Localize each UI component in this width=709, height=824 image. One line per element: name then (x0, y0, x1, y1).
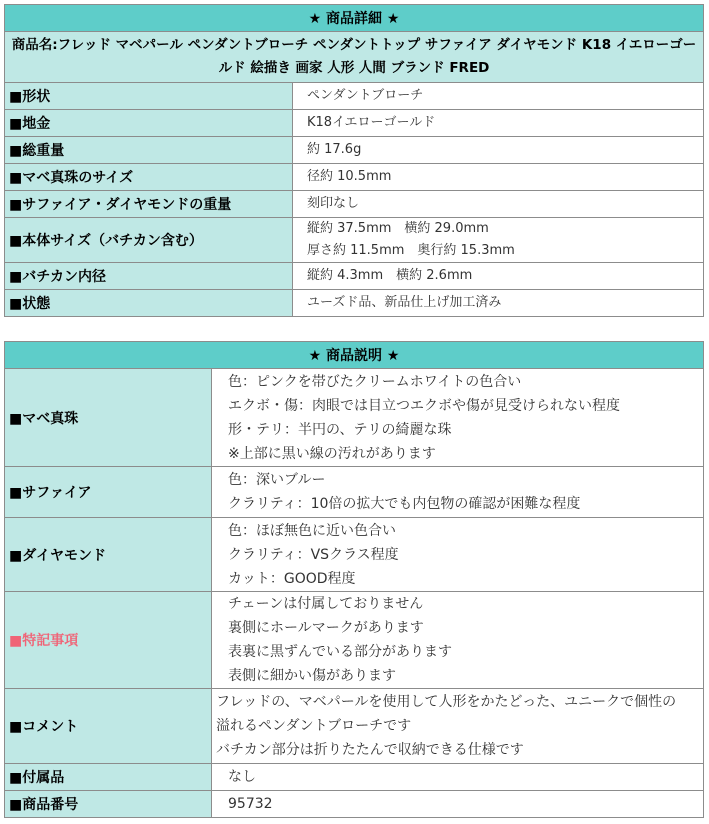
description-header: ★ 商品説明 ★ (5, 342, 704, 369)
desc-label: ■マベ真珠 (5, 369, 212, 467)
detail-value: 厚さ約 11.5mm 奥行約 15.3mm (307, 243, 515, 258)
detail-value: K18イエローゴールド (307, 115, 436, 130)
desc-line: 表裏に黒ずんでいる部分があります (228, 644, 452, 660)
detail-label: ■状態 (5, 290, 293, 317)
desc-label-notice: ■特記事項 (5, 592, 212, 689)
desc-line: クラリティ：10倍の拡大でも内包物の確認が困難な程度 (228, 496, 581, 512)
details-header: ★ 商品詳細 ★ (5, 5, 704, 32)
desc-line: 裏側にホールマークがあります (228, 620, 424, 636)
desc-label: ■ダイヤモンド (5, 518, 212, 592)
detail-label: ■本体サイズ（バチカン含む） (5, 218, 293, 263)
detail-label: ■バチカン内径 (5, 263, 293, 290)
product-name: 商品名:フレッド マベパール ペンダントブローチ ペンダントトップ サファイア ダイヤモンド K18 イエローゴールド 絵描き 画家 人形 人間 ブランド FRED (5, 32, 704, 83)
desc-label: ■サファイア (5, 467, 212, 518)
detail-label: ■総重量 (5, 137, 293, 164)
desc-line: カット：GOOD程度 (228, 570, 356, 587)
detail-row-stone-weight (5, 191, 704, 218)
desc-row-sapphire (5, 467, 704, 518)
desc-line: エクボ・傷：肉眼では目立つエクボや傷が見受けられない程度 (228, 397, 620, 414)
desc-line: なし (228, 769, 256, 785)
detail-value: 縦約 37.5mm 横約 29.0mm (307, 221, 489, 236)
product-description-table (4, 341, 704, 818)
item-number: 95732 (228, 796, 273, 812)
detail-value: 刻印なし (307, 196, 360, 211)
desc-line: チェーンは付属しておりません (228, 596, 424, 612)
desc-line: 表側に細かい傷があります (228, 668, 396, 684)
detail-label: ■地金 (5, 110, 293, 137)
desc-row-comment (5, 689, 704, 764)
desc-label: ■商品番号 (5, 791, 212, 818)
desc-label: ■付属品 (5, 764, 212, 791)
detail-row-shape (5, 83, 704, 110)
detail-row-metal (5, 110, 704, 137)
desc-line: 色：ほぼ無色に近い色合い (228, 522, 396, 539)
desc-line: 溢れるペンダントブローチです (216, 718, 412, 734)
desc-line: フレッドの、マベパールを使用して人形をかたどった、ユニークで個性の (216, 694, 677, 710)
detail-value: 約 17.6g (307, 142, 362, 157)
desc-line: バチカン部分は折りたたんで収納できる仕様です (216, 742, 524, 758)
product-details-table (4, 4, 704, 317)
desc-row-diamond (5, 518, 704, 592)
desc-row-accessories (5, 764, 704, 791)
desc-label: ■コメント (5, 689, 212, 764)
detail-row-condition (5, 290, 704, 317)
desc-line: クラリティ：VSクラス程度 (228, 546, 399, 563)
desc-line: 色：深いブルー (228, 472, 326, 488)
detail-label: ■形状 (5, 83, 293, 110)
detail-value: ユーズド品、新品仕上げ加工済み (307, 295, 502, 310)
detail-value: 縦約 4.3mm 横約 2.6mm (307, 268, 473, 283)
detail-row-bail-size (5, 263, 704, 290)
desc-row-item-number (5, 791, 704, 818)
desc-row-notes (5, 592, 704, 689)
detail-value: ペンダントブローチ (307, 88, 424, 103)
detail-row-pearl-size (5, 164, 704, 191)
desc-line: 色：ピンクを帯びたクリームホワイトの色合い (228, 373, 522, 390)
desc-line: 形・テリ：半円の、テリの綺麗な珠 (228, 421, 452, 438)
desc-row-pearl (5, 369, 704, 467)
detail-row-body-size (5, 218, 704, 263)
detail-value: 径約 10.5mm (307, 169, 392, 184)
detail-label: ■サファイア・ダイヤモンドの重量 (5, 191, 293, 218)
detail-label: ■マベ真珠のサイズ (5, 164, 293, 191)
detail-row-weight (5, 137, 704, 164)
desc-line: ※上部に黒い線の汚れがあります (228, 445, 436, 462)
